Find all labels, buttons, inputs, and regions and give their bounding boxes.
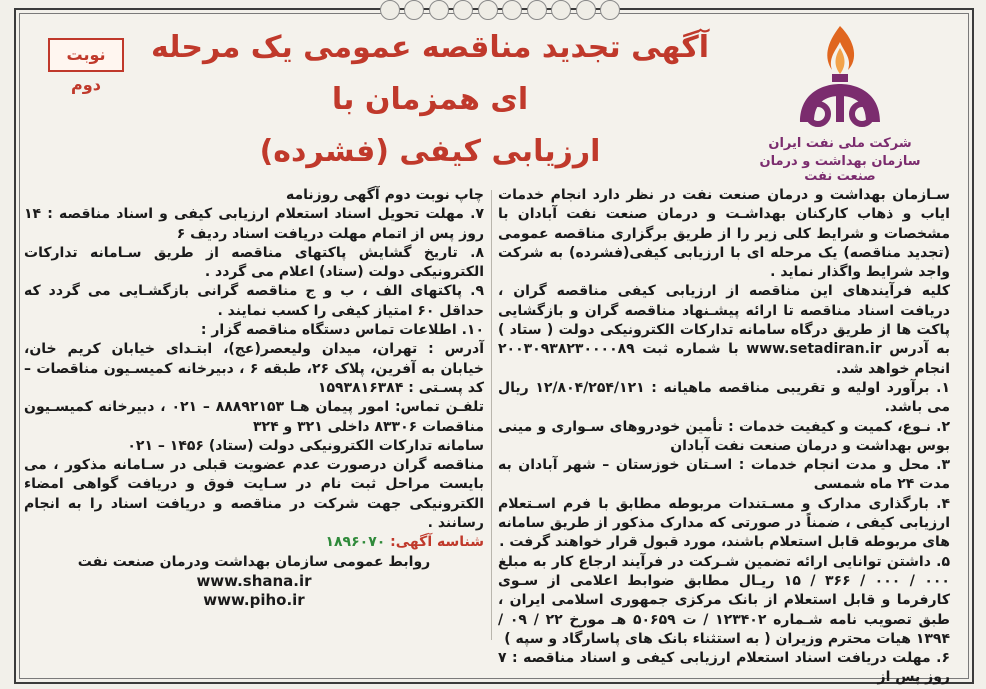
second-publication-badge: نوبت دوم (48, 38, 124, 72)
public-relations-signature: روابط عمومی سازمان بهداشت ودرمان صنعت نفت (77, 553, 431, 570)
item-4-documents: ۴. بارگذاری مدارک و مسـتندات مربوطه مطابق با فرم اسـتعلام ارزیابی کیفی ، ضمناً در صورتی که مدارک مذکور از طریق سامانه های مربوطه قابل استعلام باشند، مورد قبول قرار خواهند گرفت . (498, 495, 950, 551)
setad-phone: سامانه تدارکات الکترونیکی دولت (ستاد) ۱۴۵۶ – ۰۲۱ (127, 437, 484, 454)
contact-phone: تلفـن تماس: امور پیمان هـا ۸۸۸۹۲۱۵۳ – ۰۲۱ ، دبیرخانه کمیسـیون مناقصات ۸۳۳۰۶ داخلی ۳۲۱ و ۳۲۴ (24, 399, 485, 435)
ad-id-number: ۱۸۹۶۰۷۰ (325, 534, 386, 551)
company-name: شرکت ملی نفت ایران (768, 136, 912, 151)
ad-id (24, 533, 484, 552)
piho-link[interactable]: www.piho.ir (203, 591, 305, 610)
right-column (498, 186, 950, 688)
tender-title (140, 22, 720, 178)
item-6-continuation: چاپ نوبت دوم آگهی روزنامه (285, 187, 484, 203)
contact-address: آدرس : تهران، میدان ولیعصر(عج)، ابتـدای خیابان کریم خان، خیابان به آفرین، پلاک ۲۶، طبقه ۶ ، دبیرخانه کمیسـیون مناقصات – کد پسـتی : ۱۵۹۳۸۱۶۳۸۴ (24, 341, 484, 396)
left-column (24, 186, 484, 611)
item-2-service-type: ۲. نـوع، کمیت و کیفیت خدمات : تأمین خودروهای سـواری و مینی بوس بهداشت و درمان صنعت نفت آبادان (498, 418, 950, 454)
registration-note: مناقصه گران درصورت عدم عضویت قبلی در سـامانه مذکور ، می بایست مراحل ثبت نام در سـایت فوق و دریافت گواهی امضاء الکترونیکی جهت شرکت در مناقصه و دریافت اسناد را به انجام رسانند . (24, 457, 484, 532)
item-9-envelopes: ۹. پاکتهای الف ، ب و ج مناقصه گرانی بازگشـایی می گردد که حداقل ۶۰ امتیاز کیفی را کسب نمایند . (24, 283, 484, 319)
item-10-contact-heading: ۱۰. اطلاعات تماس دستگاه مناقصه گزار : (200, 322, 484, 339)
intro-paragraph: سـازمان بهداشت و درمان صنعت نفت در نظر دارد انجام خدمات ایاب و ذهاب کارکنان بهداشـت و درمان صنعت نفت آبادان با مشخصات و شرایط کلی زیر را از طریق برگزاری مناقصه عمومی (تجدید مناقصه) یک مرحله ای با ارزیابی کیفی(فشرده) به شرکت واجد شرایط واگذار نماید . (498, 187, 950, 281)
item-6-deadline: ۶. مهلت دریافت اسناد استعلام ارزیابی کیفی و اسناد مناقصه : ۷ روز پس از (498, 650, 950, 686)
tender-title-line-2: ارزیابی کیفی (فشرده) (259, 134, 601, 169)
organization-name: سازمان بهداشت و درمان صنعت نفت (759, 154, 921, 184)
shana-link[interactable]: www.shana.ir (196, 571, 312, 590)
nioc-flame-logo-icon (780, 22, 900, 132)
tender-title-line-1: آگهی تجدید مناقصه عمومی یک مرحله ای همزمان با (150, 30, 710, 117)
item-7-delivery: ۷. مهلت تحویل اسناد استعلام ارزیابی کیفی و اسناد مناقصه : ۱۴ روز پس از اتمام مهلت دریافت اسناد ردیف ۶ (24, 206, 484, 242)
item-5-guarantee: ۵. داشتن توانایی ارائه تضمین شـرکت در فرآیند ارجاع کار به مبلغ ۰۰۰ / ۰۰۰ / ۳۶۶ / ۱۵ ریـال مطابق ضوابط اعلامی از سـوی کارفرما و قابل استعلام از بانک مرکزی جمهوری اسلامی ایران ، طبق تصویب نامه شـماره ۱۲۳۴۰۲ / ت ۵۰۶۵۹ هـ مورخ ۲۲ / ۰۹ / ۱۳۹۴ هیات محترم وزیران ( به استثناء بانک های پاسارگاد و سپه ) (498, 553, 950, 647)
process-paragraph: کلیه فرآیندهای این مناقصه از ارزیابی کیفی مناقصه گران ، دریافت اسناد مناقصه تا ارائه پیشـنهاد مناقصه گران و بازگشایی پاکت ها از طریق درگاه سامانه تدارکات الکترونیکی دولت ( ستاد ) به آدرس www.setadiran.ir با شماره ثبت ۲۰۰۳۰۹۳۸۲۳۰۰۰۰۸۹ انجام خواهد شد. (498, 283, 950, 377)
column-divider (491, 190, 492, 640)
item-3-location-duration: ۳. محل و مدت انجام خدمات : اسـتان خوزستان – شهر آبادان به مدت ۲۴ ماه شمسی (498, 457, 950, 493)
item-8-opening-date: ۸. تاریخ گشایش پاکتهای مناقصه از طریق سـامانه تدارکات الکترونیکی دولت (ستاد) اعلام می گردد . (24, 244, 484, 281)
ad-id-label: شناسه آگهی: (390, 534, 484, 551)
item-1-estimate: ۱. برآورد اولیه و تقریبی مناقصه ماهیانه : ۱۲/۸۰۴/۲۵۴/۱۲۱ ریال می باشد. (498, 379, 950, 416)
top-border-ornament (380, 0, 620, 18)
